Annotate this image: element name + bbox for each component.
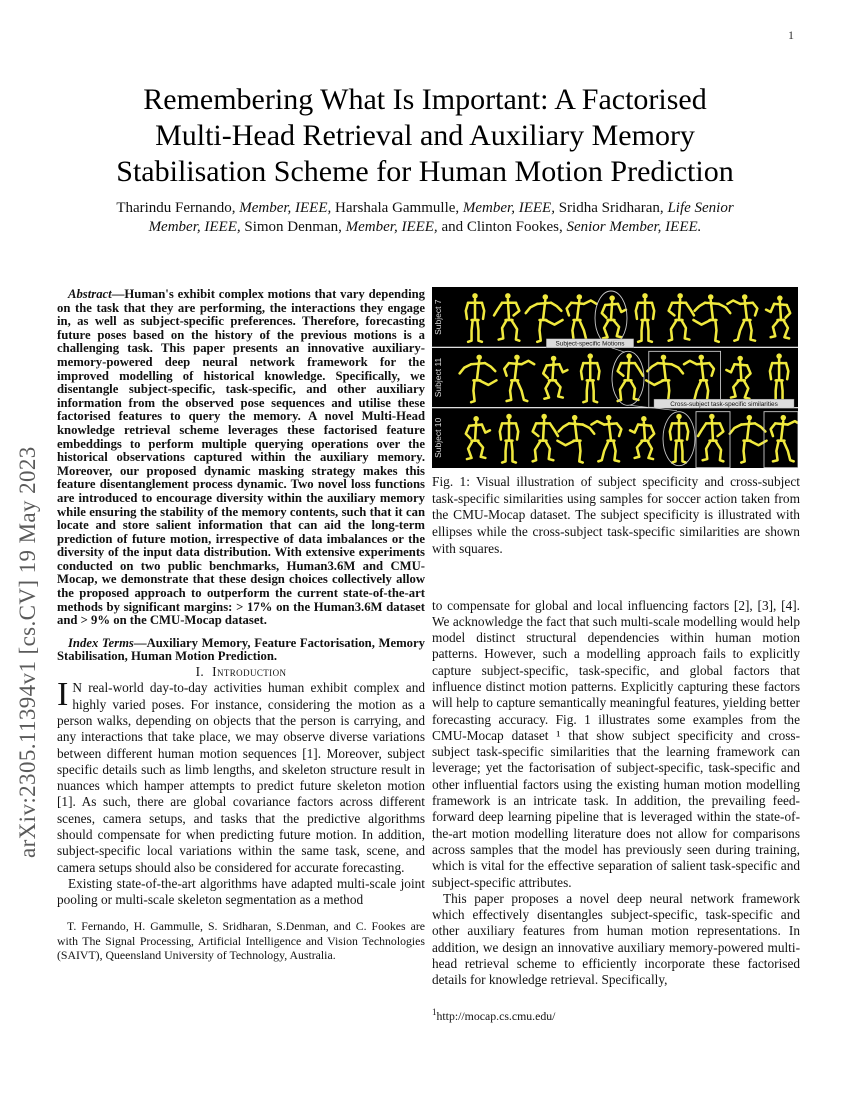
index-terms-label: Index Terms [68,635,134,650]
svg-text:Subject 10: Subject 10 [433,417,443,458]
intro-paragraph-1 [57,676,425,876]
author-name: Tharindu Fernando, [116,200,240,216]
svg-text:Subject-specific Motions: Subject-specific Motions [555,340,625,348]
author-name: and Clinton Fookes, [437,219,567,235]
author-name: Harshala Gammulle, [331,200,463,216]
author-name: Simon Denman, [240,219,346,235]
footnote-marker: 1 [432,1006,437,1017]
paper-title-line-2: Multi-Head Retrieval and Auxiliary Memory [155,119,695,152]
url-footnote [432,1005,800,1023]
figure1-svg [432,287,798,468]
affiliation-footnote: T. Fernando, H. Gammulle, S. Sridharan, S.Denman, and C. Fookes are with The Signal Processing, Artificial Intelligence and Vision Technologies (SAIVT), Queensland University of Technology, Australia. [57,919,425,962]
paper-title-line-3: Stabilisation Scheme for Human Motion Prediction [116,155,734,188]
index-terms-text: —Auxiliary Memory, Feature Factorisation, Memory Stabilisation, Human Motion Prediction. [57,635,425,664]
author-name: Sridha Sridharan, [554,200,668,216]
author-role: Member, IEEE, [239,200,332,216]
paper-title [55,82,795,190]
paper-title-line-1: Remembering What Is Important: A Factorised [143,83,707,116]
author-list [90,199,760,237]
figure1-caption-label: Fig. 1: [432,474,470,489]
left-column [57,288,425,974]
author-role: Member, IEEE, [462,200,555,216]
body-paragraph-right-1: to compensate for global and local influencing factors [2], [3], [4]. We acknowledge the fact that such multi-scale modelling would help model distinct structural dependencies within human motion patterns. However, such a modelling approach fails to explicitly capture subject-specific, task-specific, and global factors that influence distinct motion patterns. Explicitly capturing these factors will help to capture semantically meaningful features, yielding better forecasting accuracy. Fig. 1 illustrates some examples from the CMU-Mocap dataset ¹ that show subject specificity and cross-subject task-specific similarities that the learning framework can leverage; yet the factorisation of subject-specific, task-specific and other influential factors using the existing human motion modelling framework is an intricate task. In addition, the prevailing feed-forward deep learning pipeline that is leveraged within the state-of-the-art motion modelling literature does not allow for comparisons across samples that the model has previously seen during training, which is vital for the effective separation of salient task-specific and subject-specific attributes. [432,597,800,890]
svg-text:Subject 7: Subject 7 [433,299,443,335]
intro-paragraph-2: Existing state-of-the-art algorithms have adapted multi-scale joint pooling or multi-scale skeleton segmentation as a method [57,875,425,908]
abstract-paragraph [57,288,425,628]
right-column [432,287,800,1035]
author-role: Life Senior [667,200,734,216]
author-role: Member, IEEE, [345,219,438,235]
intro-paragraph-1-text: N real-world day-to-day activities human exhibit complex and highly varied poses. For instance, considering the motion as a person walks, depending on objects that the person is carrying, and any interactions that take place, we may observe diverse variations between different human motion sequences [1]. Moreover, subject specific details such as limb lengths, and skeleton structure result in nuances which hamper attempts to predict future skeleton motion [1]. As such, there are global covariance factors across different scenes, camera setups, and tasks that the predictive algorithms should compensate for when predicting future motion. In addition, subject-specific local variations within the same task, scene, and camera setups should also be considered for accurate forecasting. [57,680,425,875]
section-number: I. [195,664,205,680]
abstract-label: Abstract [68,287,112,301]
index-terms-paragraph [57,637,425,664]
body-paragraph-right-2: This paper proposes a novel deep neural network framework which effectively disentangles subject-specific, task-specific and other auxiliary features from human motion representations. In addition, we design an innovative auxiliary memory-powered multi-head retrieval scheme to efficiently incorporate these factorised details for knowledge retrieval. Specifically, [432,890,800,988]
figure1-caption-text: Visual illustration of subject specificity and cross-subject task-specific similarities using samples for soccer action taken from the CMU-Mocap dataset. The subject specificity is illustrated with ellipses while the cross-subject task-specific similarities are shown with squares. [432,474,800,556]
page-number: 1 [788,28,794,42]
section-heading-introduction [57,664,425,680]
drop-cap: I [57,676,69,714]
figure1-caption [432,474,800,558]
author-role: Senior Member, IEEE. [566,219,702,235]
author-role: Member, IEEE, [148,219,241,235]
svg-text:Subject 11: Subject 11 [433,357,443,398]
svg-text:Cross-subject task-specific si: Cross-subject task-specific similarities [670,401,778,409]
abstract-text: —Human's exhibit complex motions that vary depending on the task that they are performing, the interactions they engage in, as well as subject-specific preferences. Therefore, forecasting future poses based on the history of the previous motions is a challenging task. This paper presents an innovative auxiliary-memory-powered deep neural network framework for the improved modelling of historical knowledge. Specifically, we disentangle subject-specific, task-specific, and other auxiliary information from the observed pose sequences and utilise these factorised features to query the memory. A novel Multi-Head knowledge retrieval scheme leverages these factorised feature embeddings to perform multiple querying operations over the historical observations captured within the auxiliary memory. Moreover, our proposed dynamic masking strategy makes this feature disentanglement process dynamic. Two novel loss functions are introduced to encourage diversity within the auxiliary memory while ensuring the stability of the memory contents, such that it can locate and store salient information that can aid the long-term prediction of future motion, irrespective of data imbalances or the diversity of the input data distribution. With extensive experiments conducted on two public benchmarks, Human3.6M and CMU-Mocap, we demonstrate that these design choices collectively allow the proposed approach to outperform the current state-of-the-art methods by significant margins: > 17% on the Human3.6M dataset and > 9% on the CMU-Mocap dataset. [57,287,425,628]
arxiv-sidebar-label: arXiv:2305.11394v1 [cs.CV] 19 May 2023 [15,446,40,858]
figure1-image [432,287,798,468]
section-title: Introduction [212,664,287,680]
footnote-url-link[interactable]: http://mocap.cs.cmu.edu/ [436,1008,556,1023]
